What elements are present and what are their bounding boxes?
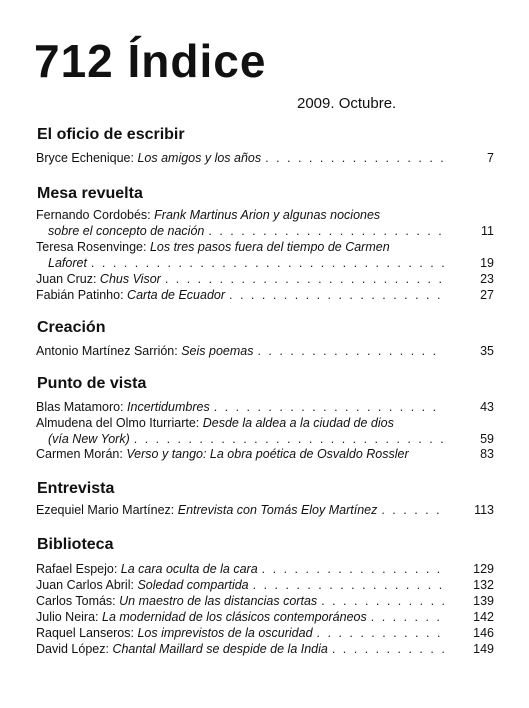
entry-title: Chantal Maillard se despide de la India	[112, 642, 328, 656]
entry-title: Un maestro de las distancias cortas	[119, 594, 318, 608]
entry-title: Soledad compartida	[137, 578, 249, 592]
entry-title: Frank Martinus Arion y algunas nociones	[154, 208, 381, 222]
entry-author: Bryce Echenique:	[36, 151, 138, 165]
entry-title: Carta de Ecuador	[127, 288, 226, 302]
entry-author: David López:	[36, 642, 113, 656]
toc-entry[interactable]	[36, 561, 494, 577]
toc-entry[interactable]	[36, 415, 494, 447]
issue-number: 712	[34, 35, 114, 87]
entry-page: 149	[473, 642, 494, 656]
entry-author: Juan Cruz:	[36, 272, 100, 286]
leader-dots	[91, 255, 444, 271]
section-heading: Punto de vista	[37, 375, 147, 392]
entry-title-cont: sobre el concepto de nación	[48, 224, 205, 238]
toc-entry[interactable]	[36, 502, 494, 518]
entry-page: 59	[480, 432, 494, 446]
entry-page: 83	[480, 447, 494, 461]
entry-page: 132	[473, 578, 494, 592]
entry-page: 139	[473, 594, 494, 608]
entry-title: Chus Visor	[99, 272, 161, 286]
toc-entry[interactable]	[36, 239, 494, 271]
toc-entry[interactable]	[36, 625, 494, 641]
section-heading: Creación	[37, 319, 106, 336]
entry-page: 113	[474, 503, 494, 517]
entry-author: Julio Neira:	[36, 610, 102, 624]
entry-title: Entrevista con Tomás Eloy Martínez	[177, 503, 378, 517]
page-title	[34, 35, 267, 87]
leader-dots	[253, 577, 444, 593]
leader-dots	[381, 502, 444, 518]
leader-dots	[332, 641, 444, 657]
section-heading: El oficio de escribir	[37, 126, 185, 143]
toc-entry[interactable]	[36, 207, 494, 239]
leader-dots	[317, 625, 444, 641]
entry-title: Los tres pasos fuera del tiempo de Carmen	[149, 240, 390, 254]
entry-title: Desde la aldea a la ciudad de dios	[202, 416, 394, 430]
entry-author: Antonio Martínez Sarrión:	[36, 344, 182, 358]
entry-page: 19	[480, 256, 494, 270]
section-heading: Mesa revuelta	[37, 185, 143, 202]
entry-author: Juan Carlos Abril:	[36, 578, 138, 592]
entry-author: Carlos Tomás:	[36, 594, 120, 608]
entry-page: 27	[480, 288, 494, 302]
leader-dots	[214, 399, 444, 415]
toc-entry[interactable]	[36, 271, 494, 287]
entry-page: 129	[473, 562, 494, 576]
entry-author: Raquel Lanseros:	[36, 626, 138, 640]
entry-page: 11	[481, 224, 494, 238]
entry-title: La modernidad de los clásicos contemporáneos	[102, 610, 367, 624]
entry-title: Los imprevistos de la oscuridad	[137, 626, 313, 640]
entry-author: Blas Matamoro:	[36, 400, 128, 414]
entry-title: La cara oculta de la cara	[120, 562, 258, 576]
entry-author: Ezequiel Mario Martínez:	[36, 503, 178, 517]
toc-entry[interactable]	[36, 287, 494, 303]
issue-date: 2009. Octubre.	[297, 95, 397, 112]
entry-author: Carmen Morán:	[36, 447, 127, 461]
entry-page: 35	[480, 344, 494, 358]
section-heading: Entrevista	[37, 480, 115, 497]
entry-title: Verso y tango: La obra poética de Osvaldo Rossler	[126, 447, 409, 461]
entry-author: Fernando Cordobés:	[36, 208, 155, 222]
entry-page: 7	[487, 151, 494, 165]
entry-page: 23	[480, 272, 494, 286]
entry-title: Incertidumbres	[127, 400, 210, 414]
leader-dots	[134, 431, 444, 447]
leader-dots	[262, 561, 444, 577]
index-title: Índice	[127, 35, 267, 87]
leader-dots	[371, 609, 444, 625]
entry-page: 142	[473, 610, 494, 624]
leader-dots	[257, 343, 444, 359]
entry-title-cont: Laforet	[48, 256, 87, 270]
entry-author: Almudena del Olmo Iturriarte:	[36, 416, 203, 430]
toc-entry[interactable]	[36, 446, 494, 462]
leader-dots	[229, 287, 444, 303]
entry-title: Seis poemas	[181, 344, 254, 358]
toc-entry[interactable]	[36, 577, 494, 593]
entry-author: Teresa Rosenvinge:	[36, 240, 150, 254]
toc-entry[interactable]	[36, 343, 494, 359]
leader-dots	[208, 223, 444, 239]
leader-dots	[165, 271, 444, 287]
entry-page: 43	[480, 400, 494, 414]
toc-entry[interactable]	[36, 150, 494, 166]
entry-page: 146	[473, 626, 494, 640]
toc-entry[interactable]	[36, 593, 494, 609]
toc-entry[interactable]	[36, 609, 494, 625]
toc-entry[interactable]	[36, 399, 494, 415]
entry-title: Los amigos y los años	[137, 151, 262, 165]
section-heading: Biblioteca	[37, 536, 114, 553]
entry-author: Fabián Patinho:	[36, 288, 128, 302]
toc-entry[interactable]	[36, 641, 494, 657]
leader-dots	[265, 150, 444, 166]
entry-author: Rafael Espejo:	[36, 562, 121, 576]
leader-dots	[321, 593, 444, 609]
entry-title-cont: (vía New York)	[48, 432, 130, 446]
